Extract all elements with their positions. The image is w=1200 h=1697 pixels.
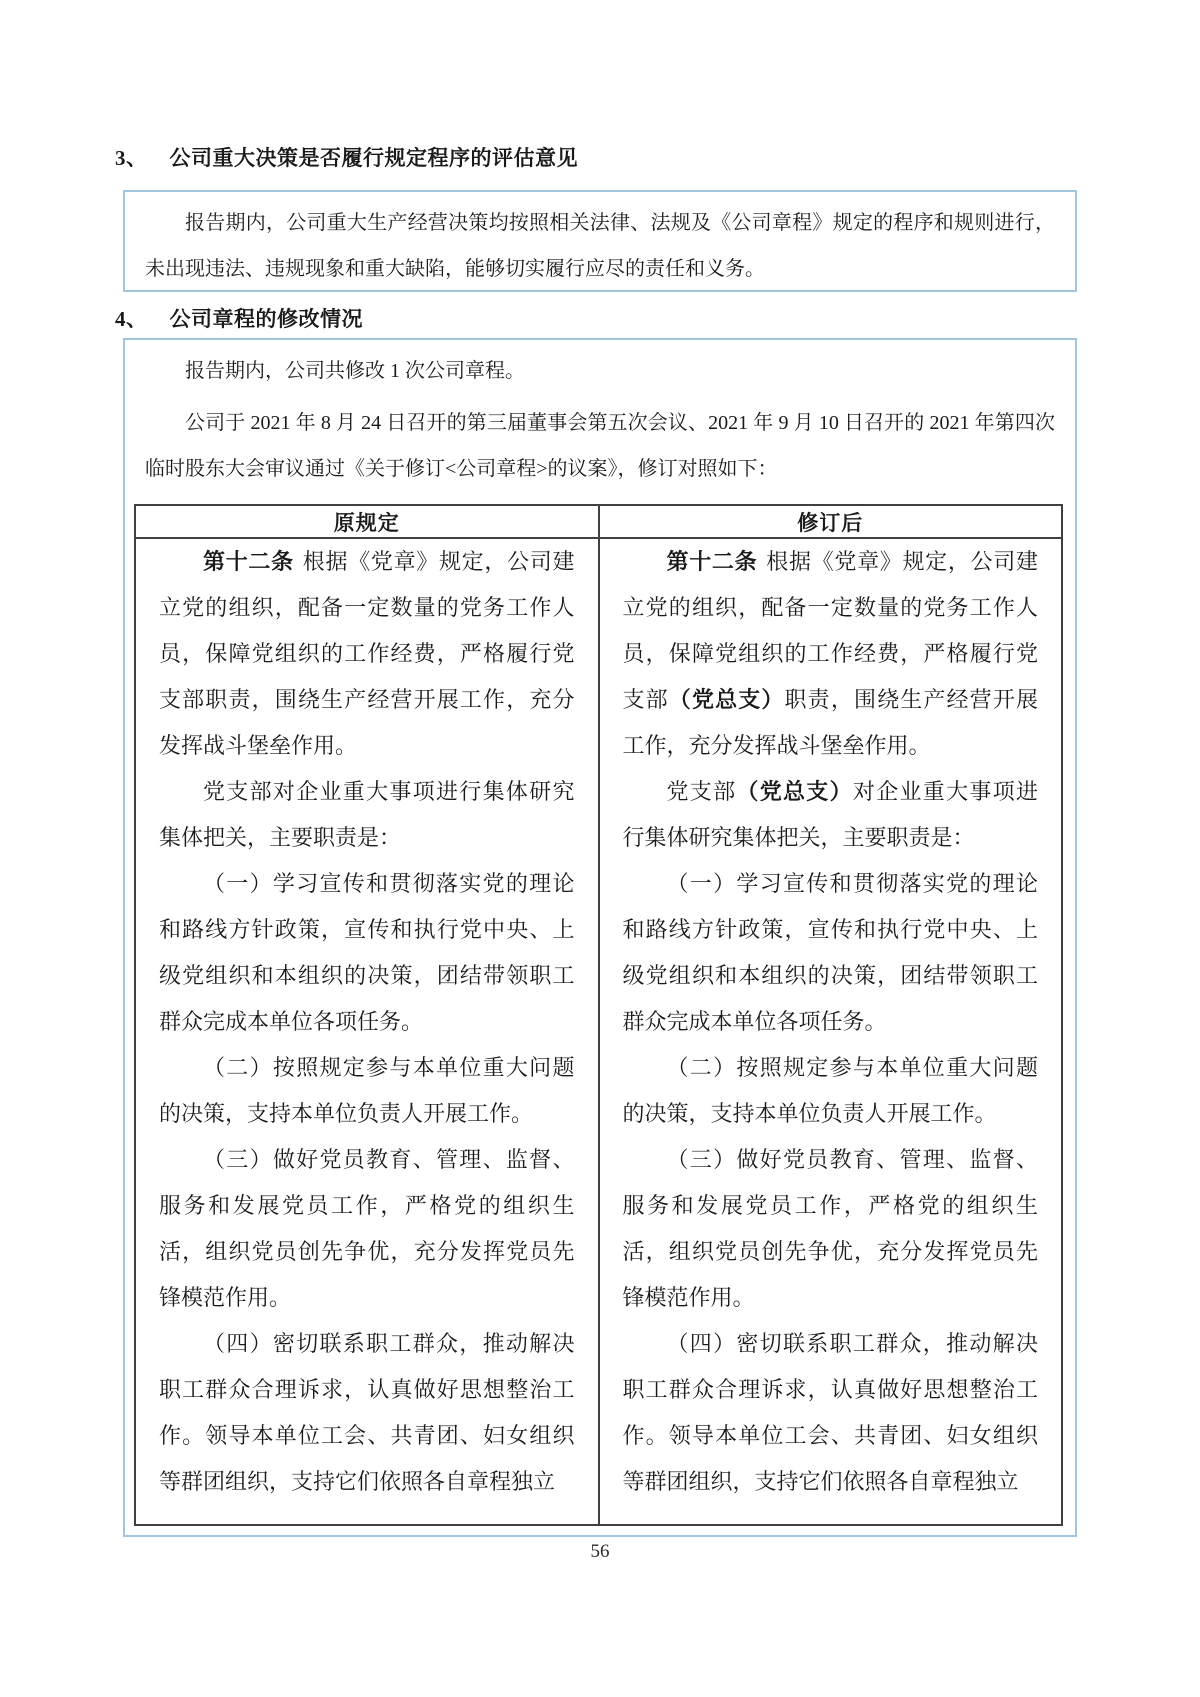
- section3-heading: [115, 142, 578, 172]
- section4-title: 公司章程的修改情况: [169, 307, 363, 331]
- section4-box: [123, 338, 1077, 1537]
- original-article-body: 根据《党章》规定，公司建立党的组织，配备一定数量的党务工作人员，保障党组织的工作经费，严格履行党支部职责，围绕生产经营开展工作，充分发挥战斗堡垒作用。: [159, 549, 575, 758]
- original-duty-item-3: （三）做好党员教育、管理、监督、服务和发展党员工作，严格党的组织生活，组织党员创先争优，充分发挥党员先锋模范作用。: [159, 1147, 575, 1310]
- revision-comparison-table: [134, 504, 1063, 1526]
- page-number: 56: [590, 1541, 610, 1562]
- column-header-original: 原规定: [135, 505, 599, 538]
- original-duty-intro: 党支部对企业重大事项进行集体研究集体把关，主要职责是：: [159, 779, 575, 850]
- revised-duty-intro: [623, 769, 1039, 861]
- revised-article-paragraph: [623, 539, 1039, 769]
- revised-article-number: 第十二条: [666, 549, 758, 574]
- cell-revised-text: [599, 538, 1063, 1525]
- revised-duty-item-2: （二）按照规定参与本单位重大问题的决策，支持本单位负责人开展工作。: [622, 1055, 1038, 1126]
- original-article-paragraph: [159, 539, 575, 769]
- column-header-revised: 修订后: [599, 505, 1063, 538]
- revised-article-seg2: 职责，围绕生产经营开展工作，充分发挥战斗堡垒作用。: [622, 687, 1038, 758]
- original-duty-item-2: （二）按照规定参与本单位重大问题的决策，支持本单位负责人开展工作。: [159, 1055, 575, 1126]
- original-article-number: 第十二条: [203, 549, 294, 574]
- original-duty-item-4: （四）密切联系职工群众，推动解决职工群众合理诉求，认真做好思想整治工作。领导本单位工会、共青团、妇女组织等群团组织，支持它们依照各自章程独立: [159, 1331, 575, 1494]
- revised-duty-intro-bold: （党总支）: [736, 779, 853, 804]
- revised-duty-item-1: （一）学习宣传和贯彻落实党的理论和路线方针政策，宣传和执行党中央、上级党组织和本组织的决策，团结带领职工群众完成本单位各项任务。: [622, 871, 1038, 1034]
- section3-paragraph: 报告期内，公司重大生产经营决策均按照相关法律、法规及《公司章程》规定的程序和规则进行，未出现违法、违规现象和重大缺陷，能够切实履行应尽的责任和义务。: [145, 212, 1055, 280]
- cell-original-text: [135, 538, 599, 1525]
- section4-paragraph-2: 公司于 2021 年 8 月 24 日召开的第三届董事会第五次会议、2021 年 9 月 10 日召开的 2021 年第四次临时股东大会审议通过《关于修订<公司章程>的议案》，修订对照如下：: [145, 412, 1055, 480]
- revised-duty-intro-seg1: 党支部: [666, 779, 737, 804]
- revised-duty-item-3: （三）做好党员教育、管理、监督、服务和发展党员工作，严格党的组织生活，组织党员创先争优，充分发挥党员先锋模范作用。: [622, 1147, 1038, 1310]
- original-duty-item-1: （一）学习宣传和贯彻落实党的理论和路线方针政策，宣传和执行党中央、上级党组织和本组织的决策，团结带领职工群众完成本单位各项任务。: [159, 871, 575, 1034]
- section3-title: 公司重大决策是否履行规定程序的评估意见: [169, 146, 578, 170]
- section4-paragraph-1: 报告期内，公司共修改 1 次公司章程。: [185, 360, 525, 382]
- revised-article-seg1: 根据《党章》规定，公司建立党的组织，配备一定数量的党务工作人员，保障党组织的工作经费，严格履行党支部: [622, 549, 1038, 712]
- section4-heading: [115, 303, 363, 333]
- section4-number: 4、: [115, 307, 148, 331]
- revised-duty-intro-seg2: 对企业重大事项进行集体研究集体把关，主要职责是：: [622, 779, 1038, 850]
- section3-box: [123, 190, 1077, 292]
- revised-article-bold: （党总支）: [668, 687, 785, 712]
- table-header-row: [135, 505, 1062, 538]
- revised-duty-item-4: （四）密切联系职工群众，推动解决职工群众合理诉求，认真做好思想整治工作。领导本单位工会、共青团、妇女组织等群团组织，支持它们依照各自章程独立: [622, 1331, 1038, 1494]
- section3-number: 3、: [115, 146, 148, 170]
- table-body-row: [135, 538, 1062, 1525]
